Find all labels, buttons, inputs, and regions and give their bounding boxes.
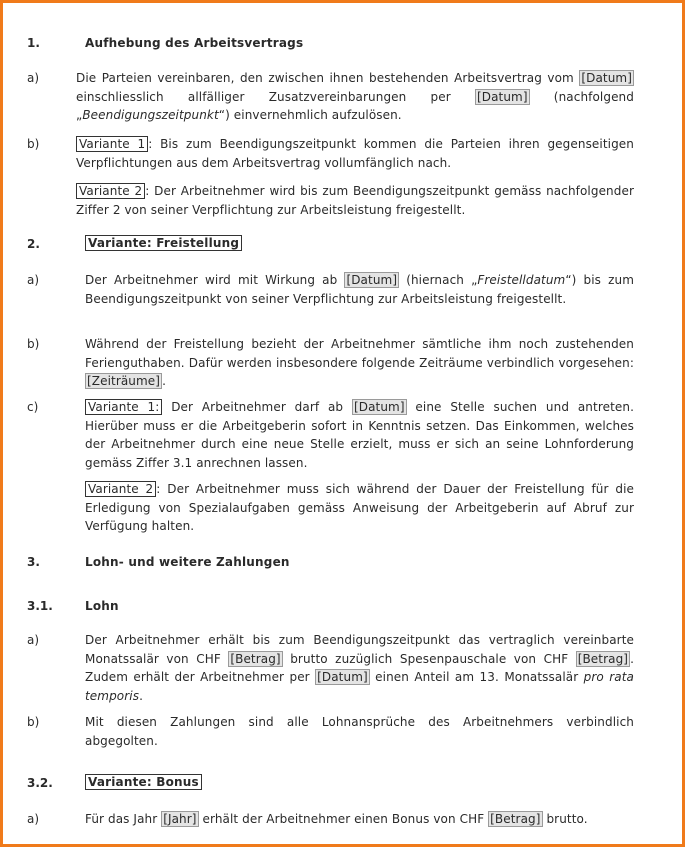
- section-2-number: 2.: [27, 237, 40, 251]
- section-3-2-number: 3.2.: [27, 776, 53, 790]
- placeholder-betrag[interactable]: [Betrag]: [230, 651, 281, 666]
- variant-1-box: Variante 1:: [85, 399, 162, 415]
- section-3-1-title: Lohn: [85, 599, 119, 613]
- s2-c-variant-2: Variante 2 : Der Arbeitnehmer muss sich während der Dauer der Freistellung für die Erledigung von Spezialaufgaben gemäss Anweisung der Arbeitgeberin auf Abruf zur Verfügung halten.: [85, 482, 634, 533]
- s1-a-paragraph: Die Parteien vereinbaren, den zwischen ihnen bestehenden Arbeitsvertrag vom [Datum] einschliesslich allfälliger Zusatzvereinbarungen per [Datum] (nachfolgend „Beendigungszeitpunkt“) einvernehmlich aufzulösen.: [76, 71, 634, 122]
- s31-a-label: a): [27, 633, 40, 647]
- s1-a-label: a): [27, 71, 40, 85]
- s1-b-variant-1: Variante 1 : Bis zum Beendigungszeitpunkt kommen die Parteien ihren gegenseitigen Verpflichtungen aus dem Arbeitsvertrag vollumfänglich nach.: [76, 137, 634, 170]
- s2-c-variant-1: Variante 1: Der Arbeitnehmer darf ab [Datum] eine Stelle suchen und antreten. Hierüber muss er die Arbeitgeberin sofort in Kenntnis setzen. Das Einkommen, welches der Arbeitnehmer durch eine neue Stelle erzielt, muss er sich an seine Lohnforderung gemäss Ziffer 3.1 anrechnen lassen.: [85, 400, 634, 470]
- placeholder-datum[interactable]: [Datum]: [581, 71, 632, 85]
- section-3-title: Lohn- und weitere Zahlungen: [85, 555, 290, 569]
- section-3-number: 3.: [27, 555, 40, 569]
- s2-a-paragraph: Der Arbeitnehmer wird mit Wirkung ab [Datum] (hiernach „Freistelldatum“) bis zum Beendigungszeitpunkt von seiner Verpflichtung zur Arbeitsleistung freigestellt.: [85, 273, 634, 306]
- s31-a-paragraph: Der Arbeitnehmer erhält bis zum Beendigungszeitpunkt das vertraglich vereinbarte Monatssalär von CHF [Betrag] brutto zuzüglich Spesenpauschale von CHF [Betrag] . Zudem erhält der Arbeitnehmer per [Datum] einen Anteil am 13. Monatssalär pro rata temporis.: [85, 633, 634, 703]
- section-3-1-number: 3.1.: [27, 599, 53, 613]
- placeholder-zeitraeume[interactable]: [Zeiträume]: [87, 374, 161, 388]
- s32-a-paragraph: Für das Jahr [Jahr] erhält der Arbeitnehmer einen Bonus von CHF [Betrag] brutto.: [85, 812, 588, 826]
- placeholder-datum[interactable]: [Datum]: [476, 89, 528, 104]
- s31-b-paragraph: Mit diesen Zahlungen sind alle Lohnansprüche des Arbeitnehmers verbindlich abgegolten.: [85, 715, 634, 748]
- placeholder-betrag[interactable]: [Betrag]: [577, 651, 629, 666]
- placeholder-jahr[interactable]: [Jahr]: [163, 812, 197, 826]
- placeholder-datum[interactable]: [Datum]: [353, 400, 405, 414]
- variant-2-box: Variante 2: [85, 481, 156, 497]
- section-1-number: 1.: [27, 36, 40, 50]
- s31-b-label: b): [27, 715, 40, 729]
- section-2-title: Variante: Freistellung: [85, 235, 242, 251]
- placeholder-datum[interactable]: [Datum]: [346, 273, 398, 287]
- variant-1-box: Variante 1: [76, 136, 148, 152]
- s1-b-label: b): [27, 137, 40, 151]
- s2-a-label: a): [27, 273, 40, 287]
- s32-a-label: a): [27, 812, 40, 826]
- section-3-2-title: Variante: Bonus: [85, 774, 202, 790]
- s1-b-variant-2: Variante 2 : Der Arbeitnehmer wird bis zum Beendigungszeitpunkt gemäss nachfolgender Ziffer 2 von seiner Verpflichtung zur Arbeitsleistung freigestellt.: [76, 184, 634, 217]
- s2-c-label: c): [27, 400, 39, 414]
- placeholder-betrag[interactable]: [Betrag]: [490, 812, 541, 826]
- s2-b-paragraph: Während der Freistellung bezieht der Arbeitnehmer sämtliche ihm noch zustehenden Ferienguthaben. Dafür werden insbesondere folgende Zeiträume verbindlich vorgesehen: [Zeiträume] .: [85, 337, 634, 388]
- s2-b-label: b): [27, 337, 40, 351]
- placeholder-datum[interactable]: [Datum]: [317, 670, 368, 684]
- section-1-title: Aufhebung des Arbeitsvertrags: [85, 36, 304, 50]
- variant-2-box: Variante 2: [76, 183, 145, 199]
